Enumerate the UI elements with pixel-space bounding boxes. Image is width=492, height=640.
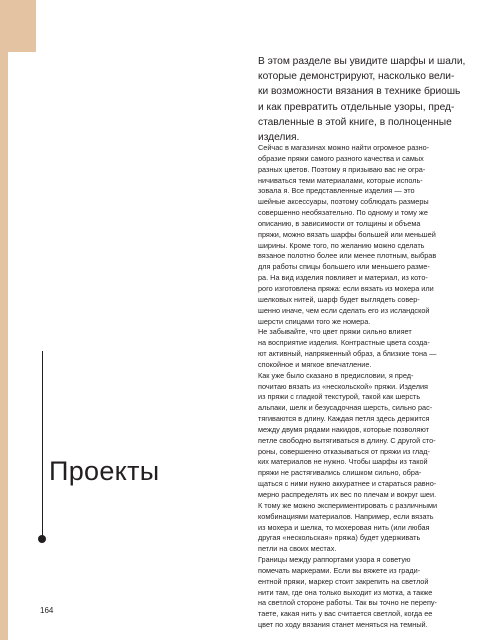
body-paragraph-2: Не забывайте, что цвет пряжи сильно влияет на восприятие изделия. Контрастные цвета созда- ют активный, напряженный образ, а близкие тона — спокойное и мягкое впечатление. xyxy=(258,327,437,369)
section-title: Проекты xyxy=(49,456,160,486)
rule-dot xyxy=(38,535,46,543)
intro-text xyxy=(258,54,478,145)
page-number: 164 xyxy=(40,606,54,615)
decorative-band-top xyxy=(0,0,36,52)
body-paragraph-4: Границы между раппортами узора я советую помечать маркерами. Если вы вяжете из гради- ентной пряжи, маркер стоит закрепить на светлой нити там, где она только выходит из мотка, а также на светлой стороне работы. Так вы точно не перепу- таете, какая нить у вас считается светлой, когда ее цвет по ходу вязания станет меняться на темный. xyxy=(258,555,437,630)
body-paragraph-3: Как уже было сказано в предисловии, я пред- почитаю вязать из «нескольской» пряжи. Изделия из пряжи с гладкой текстурой, такой как шерсть альпаки, шелк и безусадочная шерсть, сильно рас- тягиваются в длину. Каждая петля здесь держится между двумя рядами накидов, которые позволяют петле свободно вытягиваться в длину. С другой сто- роны, совершенно отказываться от пряжи из глад- ких материалов не нужно. Чтобы шарфы из такой пряжи не растягивались слишком сильно, обра- щаться с ними нужно аккуратнее и стараться равно- мерно распределять их вес по плечам и вокруг шеи. К тому же можно экспериментировать с различными комбинациями материалов. Например, если вязать из мохера и шелка, то мохеровая нить (или любая другая «нескольская» пряжа) будет удерживать петли на своих местах. xyxy=(258,370,438,554)
body-paragraph-1: Сейчас в магазинах можно найти огромное разно- образие пряжи самого разного качества и самых разных цветов. Поэтому я призываю вас не огра- ничиваться теми материалами, которые исполь- зовала я. Все представленные изделия — это шейные аксессуары, поэтому соблюдать размеры совершенно необязательно. По одному и тому же описанию, в зависимости от толщины и объема пряжи, можно вязать шарфы большей или меньшей ширины. Кроме того, по желанию можно сделать вязаное полотно более или менее плотным, выбрав для работы спицы большего или меньшего разме- ра. На вид изделия повлияет и материал, из кото- рого изготовлена пряжа: если вязать из мохера или шелковых нитей, шарф будет выглядеть совер- шенно иначе, чем если сделать его из исландской шерсти спицами того же номера. xyxy=(258,143,437,326)
decorative-band-side xyxy=(0,52,8,640)
vertical-rule xyxy=(42,351,43,536)
intro-paragraph: В этом разделе вы увидите шарфы и шали, которые демонстрируют, насколько вели- ки возможности вязания в технике бриошь и как превратить отдельные узоры, пред- ставленные в этой книге, в полноценные изделия. xyxy=(258,56,466,144)
body-text xyxy=(258,143,480,631)
